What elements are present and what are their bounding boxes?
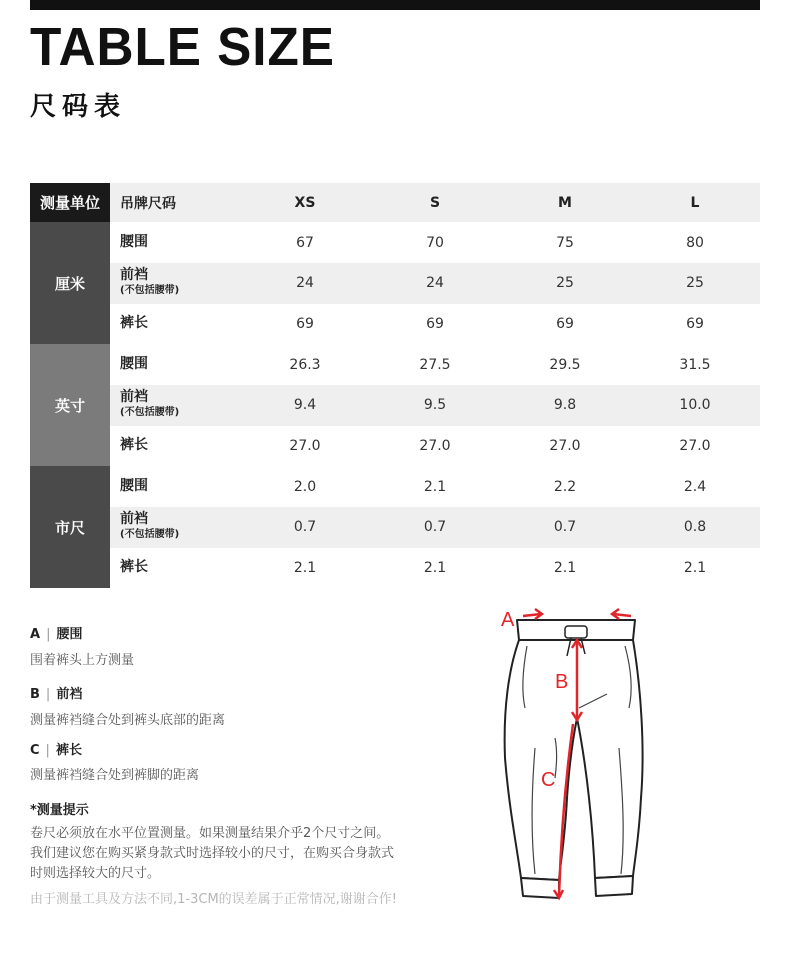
- pants-measurement-diagram: [495, 598, 655, 910]
- table-cell: 24: [296, 275, 314, 292]
- row-label: 裤长: [120, 559, 148, 576]
- table-row: [110, 263, 760, 304]
- table-cell: 24: [426, 275, 444, 292]
- table-cell: 27.0: [549, 437, 581, 454]
- row-label: 腰围: [120, 478, 148, 494]
- note-b-heading: B | 前裆: [30, 687, 83, 702]
- note-a-text: 围着裤头上方测量: [30, 653, 135, 668]
- table-cell: 26.3: [289, 356, 321, 373]
- table-row: [110, 466, 760, 507]
- table-row: [110, 385, 760, 426]
- table-cell: 2.0: [293, 478, 317, 495]
- table-cell: 75: [556, 234, 574, 251]
- row-label: 前裆 (不包括腰带): [110, 390, 240, 420]
- table-header-row: [110, 183, 760, 222]
- size-header: 吊牌尺码: [120, 195, 176, 212]
- table-cell: 27.0: [679, 437, 711, 454]
- top-bar: [30, 0, 760, 10]
- table-cell: 0.7: [553, 519, 577, 536]
- row-label: 裤长: [120, 437, 148, 454]
- row-label: 前裆 (不包括腰带): [110, 268, 240, 298]
- table-cell: 2.1: [293, 559, 317, 576]
- table-row: [110, 222, 760, 263]
- table-cell: 10.0: [679, 397, 711, 414]
- table-cell: 69: [426, 315, 444, 332]
- table-cell: 2.1: [553, 559, 577, 576]
- table-cell: 67: [296, 234, 314, 251]
- table-row: [110, 507, 760, 548]
- note-c-text: 测量裤裆缝合处到裤脚的距离: [30, 768, 200, 783]
- table-cell: 70: [426, 234, 444, 251]
- table-row: [110, 425, 760, 466]
- unit-cell: 市尺: [30, 466, 110, 588]
- table-cell: 2.4: [683, 478, 707, 495]
- label-a: A: [501, 609, 515, 631]
- table-cell: 0.7: [293, 519, 317, 536]
- table-cell: 69: [556, 315, 574, 332]
- table-cell: 69: [296, 315, 314, 332]
- table-cell: 2.1: [423, 559, 447, 576]
- note-a-heading: A | 腰围: [30, 627, 83, 642]
- table-cell: 29.5: [549, 356, 581, 373]
- unit-cell: 英寸: [30, 344, 110, 466]
- table-row: [110, 303, 760, 344]
- table-cell: 80: [686, 234, 704, 251]
- size-s-header: S: [429, 194, 441, 211]
- table-cell: 9.8: [553, 397, 577, 414]
- table-cell: 27.0: [419, 437, 451, 454]
- note-c-heading: C | 裤长: [30, 743, 82, 758]
- label-c: C: [541, 769, 556, 791]
- row-label: 裤长: [120, 315, 148, 332]
- label-b: B: [555, 671, 569, 693]
- row-label: 腰围: [120, 234, 148, 250]
- table-cell: 27.0: [289, 437, 321, 454]
- row-sublabel: (不包括腰带): [120, 285, 180, 297]
- table-cell: 2.2: [553, 478, 577, 495]
- unit-header: 测量单位: [30, 183, 110, 222]
- page-title-zh: 尺码表: [30, 92, 127, 122]
- table-cell: 25: [686, 275, 704, 292]
- row-sublabel: (不包括腰带): [120, 407, 180, 419]
- table-cell: 0.8: [683, 519, 707, 536]
- tolerance-note: 由于测量工具及方法不同,1-3CM的误差属于正常情况,谢谢合作!: [30, 892, 398, 907]
- row-label: 前裆 (不包括腰带): [110, 512, 240, 542]
- row-label: 腰围: [120, 356, 148, 372]
- table-cell: 2.1: [683, 559, 707, 576]
- page-title-en: TABLE SIZE: [30, 17, 335, 77]
- size-m-header: M: [558, 194, 572, 211]
- row-sublabel: (不包括腰带): [120, 529, 180, 541]
- tip-body: 卷尺必须放在水平位置测量。如果测量结果介乎2个尺寸之间。 我们建议您在购买紧身款式时选择较小的尺寸，在购买合身款式 时则选择较大的尺寸。: [30, 826, 395, 881]
- table-cell: 27.5: [419, 356, 451, 373]
- size-l-header: L: [690, 194, 700, 211]
- table-cell: 69: [686, 315, 704, 332]
- table-cell: 31.5: [679, 356, 711, 373]
- note-b-text: 测量裤裆缝合处到裤头底部的距离: [30, 713, 226, 728]
- table-cell: 25: [556, 275, 574, 292]
- table-cell: 2.1: [423, 478, 447, 495]
- table-row: [110, 547, 760, 588]
- table-cell: 9.4: [293, 397, 317, 414]
- table-cell: 0.7: [423, 519, 447, 536]
- table-cell: 9.5: [423, 397, 447, 414]
- tip-heading: *测量提示: [30, 803, 89, 818]
- size-xs-header: XS: [294, 194, 316, 211]
- unit-cell: 厘米: [30, 222, 110, 344]
- table-row: [110, 344, 760, 385]
